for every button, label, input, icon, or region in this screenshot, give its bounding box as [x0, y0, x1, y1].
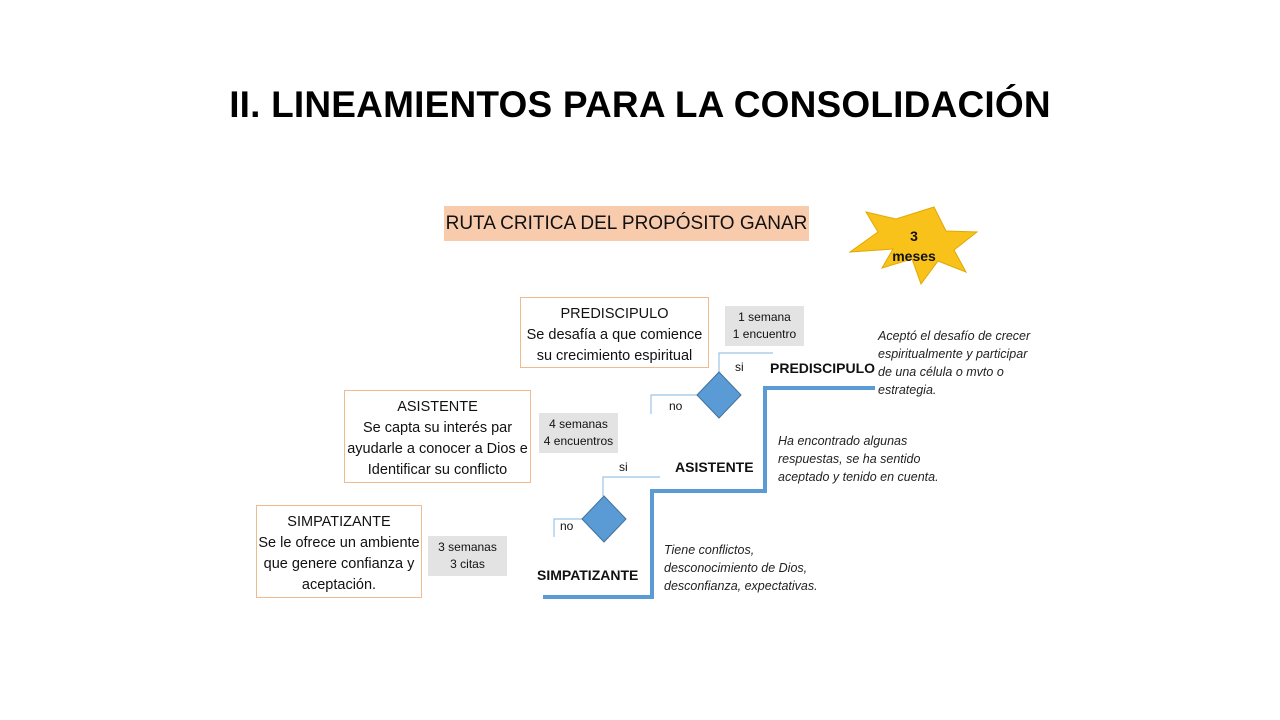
- lower-decision-diamond: [582, 496, 626, 542]
- asistente-description: Ha encontrado algunas respuestas, se ha sentido aceptado y tenido en cuenta.: [778, 434, 939, 484]
- box-line: Se capta su interés par: [362, 420, 513, 436]
- stage-label-asistente: ASISTENTE: [675, 459, 754, 475]
- predisciplo-box: [520, 297, 709, 368]
- upper-yes-label: si: [735, 360, 744, 374]
- box-line: Se desafía a que comience: [526, 327, 703, 343]
- predisciplo-duration: 1 semana 1 encuentro: [725, 306, 804, 346]
- box-line: ayudarle a conocer a Dios e: [347, 441, 528, 457]
- upper-decision-diamond: [697, 372, 741, 418]
- stage-label-predisciplo: PREDISCIPULO: [770, 360, 876, 376]
- upper-no-label: no: [669, 399, 683, 413]
- upper-yes-connector: [719, 353, 773, 372]
- box-heading: PREDISCIPULO: [560, 306, 669, 322]
- box-line: su crecimiento espiritual: [536, 348, 693, 364]
- box-heading: SIMPATIZANTE: [287, 514, 391, 530]
- box-line: que genere confianza y: [263, 556, 415, 572]
- predisciplo-description: Aceptó el desafío de crecer espiritualmente y participar de una célula o mvto o estrategia.: [878, 329, 1031, 397]
- stage-label-simpatizante: SIMPATIZANTE: [537, 567, 639, 583]
- box-line: Se le ofrece un ambiente: [258, 535, 420, 551]
- simpatizante-duration: 3 semanas 3 citas: [428, 536, 507, 576]
- asistente-duration: 4 semanas 4 encuentros: [539, 413, 618, 453]
- page-title: II. LINEAMIENTOS PARA LA CONSOLIDACIÓN: [229, 84, 1051, 125]
- lower-yes-label: si: [619, 460, 628, 474]
- simpatizante-description: Tiene conflictos, desconocimiento de Dios, desconfianza, expectativas.: [664, 543, 818, 593]
- lower-no-label: no: [560, 519, 574, 533]
- simpatizante-box: [256, 505, 422, 598]
- critical-path-banner: RUTA CRITICA DEL PROPÓSITO GANAR: [444, 206, 809, 241]
- box-line: Identificar su conflicto: [367, 462, 508, 478]
- box-line: aceptación.: [301, 577, 377, 593]
- asistente-box: [344, 390, 531, 483]
- burst-label: 3 meses: [892, 228, 936, 264]
- box-heading: ASISTENTE: [397, 399, 478, 415]
